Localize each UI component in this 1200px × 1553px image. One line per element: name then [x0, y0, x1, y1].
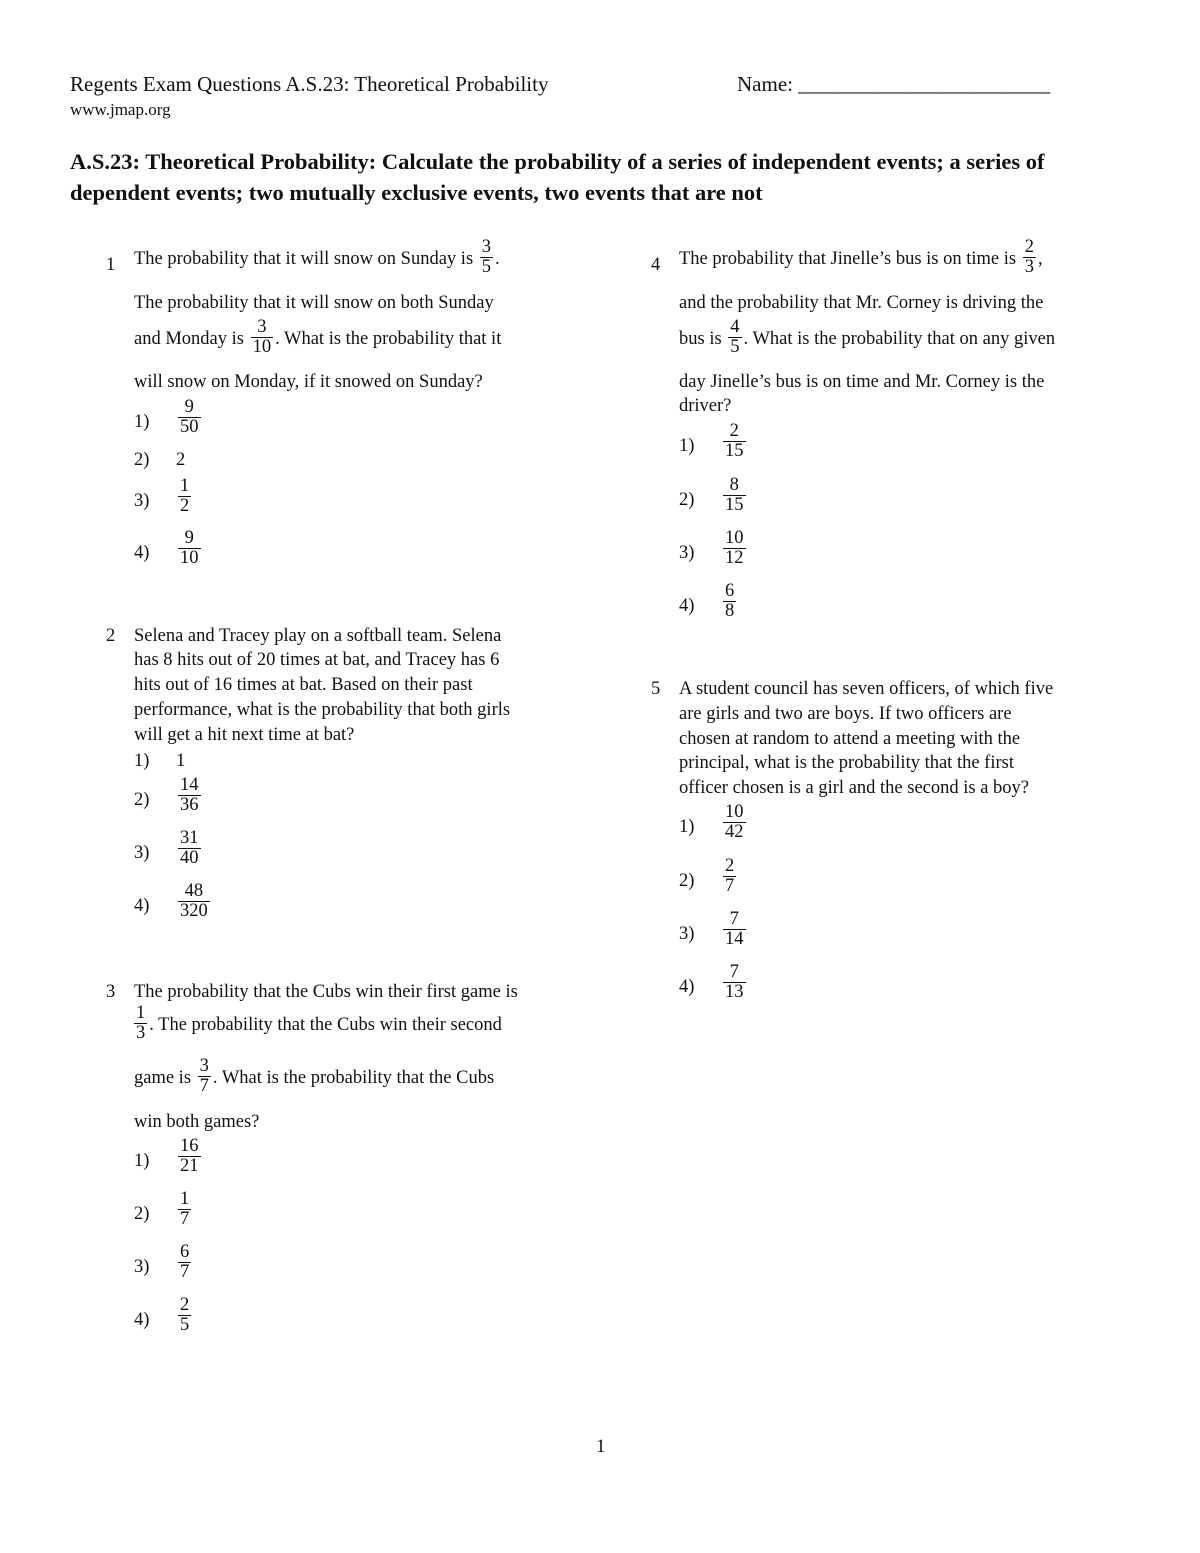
fraction: $\frac{3}{7}$ — [199, 1056, 209, 1097]
fraction: $\frac{2}{3}$ — [1024, 237, 1034, 278]
question-text-line: The probability that Jinelle’s bus is on time is $\frac{2}{3}$ , — [679, 237, 1043, 278]
question-text-line: are girls and two are boys. If two officers are — [679, 704, 1012, 724]
question-text-line: game is $\frac{3}{7}$ . What is the probability that the Cubs — [134, 1056, 495, 1097]
question-text-line: has 8 hits out of 20 times at bat, and Tracey has 6 — [134, 650, 500, 670]
question-text-line: The probability that the Cubs win their first game is — [134, 982, 518, 1002]
question-text-line: will get a hit next time at bat? — [134, 725, 355, 745]
question-number: 4 — [651, 255, 661, 275]
question-text-line: The probability that it will snow on Sunday is $\frac{3}{5}$ . — [134, 237, 500, 278]
question-text-line: Selena and Tracey play on a softball team. Selena — [134, 626, 502, 646]
fraction: $\frac{1}{3}$ — [136, 1003, 146, 1044]
question-3: 3 The probability that the Cubs win their first game is $\frac{1}{3}$ . The probability that the Cubs win their second game is $\frac{3}{7}$ . What is the probability that the Cubs win both games? 1) $\frac{16}{21}$ 2) $\frac{1}{7}$ 3) $\frac{6}{7}$ 4) $\frac{2}{5}$ — [106, 982, 518, 1336]
question-text-line: will snow on Monday, if it snowed on Sunday? — [134, 372, 483, 392]
question-5: 5 A student council has seven officers, of which five are girls and two are boys. If two officers are chosen at random to attend a meeting with the principal, what is the probability that the first officer chosen is a girl and the second is a boy? 1) $\frac{10}{42}$ 2) $\frac{2}{7}$ 3) $\frac{7}{14}$ 4) $\frac{7}{13}$ — [651, 679, 1054, 1003]
question-number: 2 — [106, 626, 116, 646]
question-4: 4 The probability that Jinelle’s bus is on time is $\frac{2}{3}$ , and the probability that Mr. Corney is driving the bus is $\frac{4}{5}$ . What is the probability that on any given day Jinelle’s bus is on time and Mr. Corney is the driver? 1) $\frac{2}{15}$ 2) $\frac{8}{15}$ 3) $\frac{10}{12}$ 4) $\frac{6}{8}$ — [651, 237, 1056, 622]
question-text-line: driver? — [679, 396, 732, 416]
question-1: 1 The probability that it will snow on Sunday is $\frac{3}{5}$ . The probability that it will snow on both Sunday and Monday is $\frac{3}{10}$ . What is the probability that it will snow on Monday, if it snowed on Sunday? 1) $\frac{9}{50}$ 2) 2 3) $\frac{1}{2}$ 4) $\frac{9}{10}$ — [106, 237, 502, 569]
question-text-line: principal, what is the probability that the first — [679, 753, 1014, 773]
page-number: 1 — [596, 1436, 606, 1457]
question-text-line: A student council has seven officers, of which five — [679, 679, 1054, 699]
worksheet-title: Regents Exam Questions A.S.23: Theoretical Probability — [70, 72, 549, 96]
question-text-line: and the probability that Mr. Corney is driving the — [679, 293, 1044, 313]
question-number: 1 — [106, 255, 116, 275]
question-text-line: bus is $\frac{4}{5}$ . What is the probability that on any given — [679, 317, 1056, 358]
question-2: 2 Selena and Tracey play on a softball team. Selena has 8 hits out of 20 times at bat, and Tracey has 6 hits out of 16 times at bat. Based on their past performance, what is the probability that both girls will get a hit next time at bat? 1) 1 2) $\frac{14}{36}$ 3) $\frac{31}{40}$ 4) $\frac{48}{320}$ — [106, 626, 511, 922]
website-text: www.jmap.org — [70, 100, 171, 119]
question-text-line: win both games? — [134, 1112, 260, 1132]
question-text-line: and Monday is $\frac{3}{10}$ . What is the probability that it — [134, 317, 502, 358]
fraction: $\frac{3}{10}$ — [252, 317, 272, 358]
question-text-line: chosen at random to attend a meeting with the — [679, 729, 1021, 749]
name-field-label: Name: ________________________ — [737, 72, 1051, 96]
question-text-line: officer chosen is a girl and the second is a boy? — [679, 778, 1030, 798]
question-text-line: hits out of 16 times at bat. Based on their past — [134, 675, 473, 695]
question-text-line: day Jinelle’s bus is on time and Mr. Corney is the — [679, 372, 1045, 392]
question-text-line: The probability that it will snow on both Sunday — [134, 293, 494, 313]
fraction: $\frac{3}{5}$ — [481, 237, 492, 278]
fraction: $\frac{4}{5}$ — [730, 317, 740, 358]
question-number: 3 — [106, 982, 116, 1002]
question-text-line: $\frac{1}{3}$ . The probability that the Cubs win their second — [136, 1003, 502, 1044]
question-number: 5 — [651, 679, 661, 699]
question-text-line: performance, what is the probability that both girls — [134, 700, 511, 720]
topic-heading: A.S.23: Theoretical Probability: Calculate the probability of a series of independent events; a series of dependent events; two mutually exclusive events, two events that are not — [70, 149, 1045, 205]
